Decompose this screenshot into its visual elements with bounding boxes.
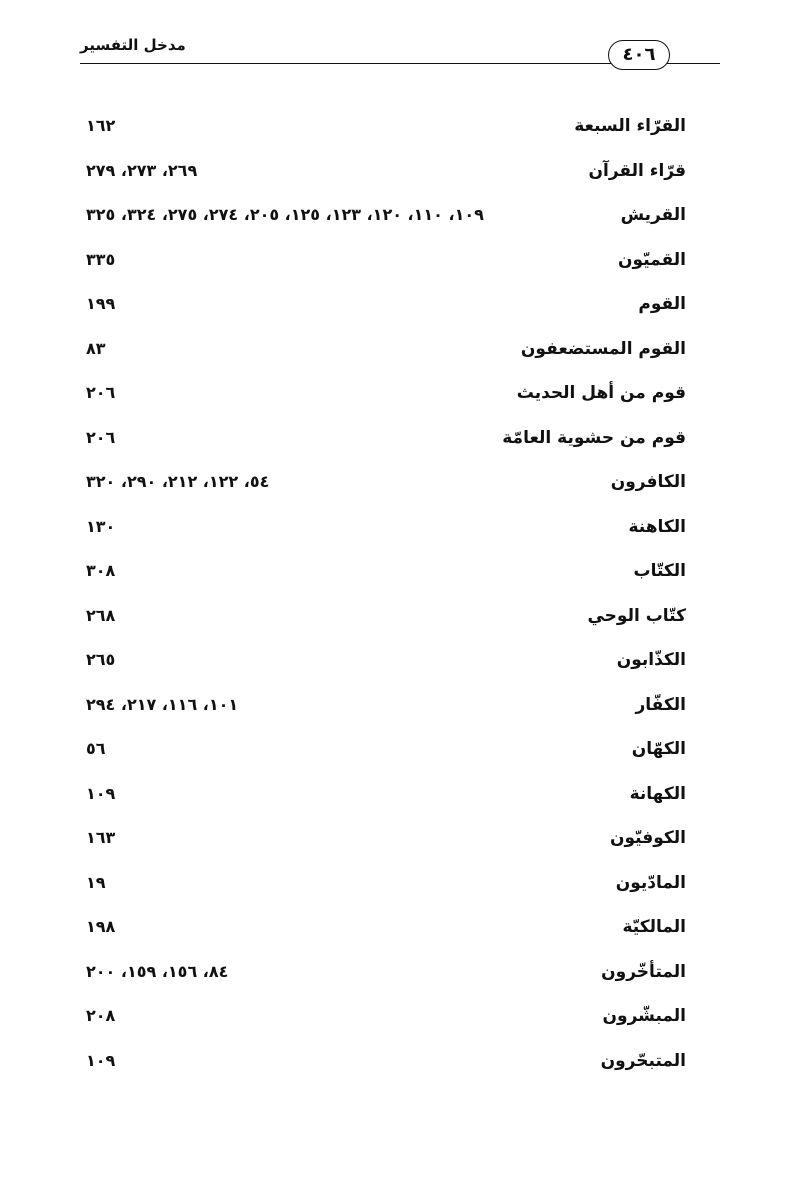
index-page-refs: ١٦٢: [86, 116, 116, 135]
index-entry: [86, 555, 686, 600]
index-page-refs: ١٠٩: [86, 1050, 116, 1070]
running-title: مدخل التفسير: [80, 36, 190, 54]
index-entry: [86, 956, 686, 1001]
index-term: المالكيّة: [622, 917, 686, 937]
index-entry: [86, 511, 686, 556]
index-term: كتّاب الوحي: [587, 605, 686, 626]
index-term: الكفّار: [635, 694, 686, 715]
index-entry: [86, 1000, 686, 1045]
index-page-refs: ٣٣٥: [86, 249, 116, 269]
index-page-refs: ٢٠٦: [86, 427, 116, 447]
index-page-refs: ١٠٩، ١١٠، ١٢٠، ١٢٣، ١٢٥، ٢٠٥، ٢٧٤، ٢٧٥، ٣٢٤، ٣٢٥: [86, 205, 484, 224]
index-term: القوم: [638, 294, 686, 314]
index-page-refs: ١٠٩: [86, 783, 116, 803]
index-page-refs: ١٣٠: [86, 516, 116, 536]
index-entry: [86, 911, 686, 956]
index-entry: [86, 466, 686, 511]
index-entry: [86, 733, 686, 778]
index-entry: [86, 155, 686, 200]
page-number: ٤٠٦: [608, 40, 670, 70]
index-entry: [86, 110, 686, 155]
index-term: المتأخّرون: [601, 961, 686, 982]
index-page-refs: ٢٠٦: [86, 383, 116, 402]
index-page-refs: ١٩٩: [86, 294, 116, 313]
index-term: المتبحّرون: [600, 1050, 686, 1071]
index-page-refs: ٣٠٨: [86, 561, 116, 580]
index-term: القرّاء السبعة: [574, 116, 686, 136]
index-term: الكهّان: [631, 739, 686, 759]
page-header: [80, 30, 720, 70]
index-entry: [86, 1045, 686, 1090]
index-entry: [86, 689, 686, 734]
index-term: الكافرون: [610, 472, 686, 492]
index-entry: [86, 600, 686, 645]
index-term: الكوفيّون: [610, 828, 686, 848]
index-entry: [86, 822, 686, 867]
index-entry: [86, 644, 686, 689]
index-term: الكذّابون: [616, 650, 686, 670]
index-term: القريش: [620, 205, 686, 225]
index-term: القوم المستضعفون: [520, 338, 686, 359]
index-page-refs: ٢٠٨: [86, 1006, 116, 1025]
index-term: قوم من حشوية العامّة: [502, 427, 686, 448]
index-page-refs: ٥٦: [86, 739, 106, 758]
index-entry: [86, 333, 686, 378]
index-entry: [86, 422, 686, 467]
index-page-refs: ١٩: [86, 872, 106, 892]
index-page-refs: ٨٣: [86, 338, 106, 358]
index-page-refs: ١٩٨: [86, 917, 116, 936]
index-page-refs: ٥٤، ١٢٢، ٢١٢، ٢٩٠، ٣٢٠: [86, 472, 270, 491]
index-term: المادّيون: [615, 872, 686, 893]
index-term: قرّاء القرآن: [588, 160, 686, 181]
index-entries: [86, 110, 686, 1089]
index-term: قوم من أهل الحديث: [516, 383, 686, 403]
index-term: المبشّرون: [602, 1006, 686, 1026]
index-term: الكاهنة: [628, 516, 686, 537]
index-entry: [86, 199, 686, 244]
index-entry: [86, 244, 686, 289]
index-entry: [86, 778, 686, 823]
index-page-refs: ١٠١، ١١٦، ٢١٧، ٢٩٤: [86, 694, 239, 714]
index-term: الكتّاب: [633, 561, 686, 581]
index-entry: [86, 867, 686, 912]
index-entry: [86, 377, 686, 422]
index-term: القميّون: [618, 249, 686, 270]
index-page-refs: ٢٦٥: [86, 650, 116, 669]
index-page-refs: ١٦٣: [86, 828, 116, 847]
index-term: الكهانة: [629, 783, 686, 804]
index-page-refs: ٢٦٩، ٢٧٣، ٢٧٩: [86, 160, 198, 180]
index-page-refs: ٢٦٨: [86, 605, 116, 625]
index-page-refs: ٨٤، ١٥٦، ١٥٩، ٢٠٠: [86, 961, 229, 981]
index-entry: [86, 288, 686, 333]
